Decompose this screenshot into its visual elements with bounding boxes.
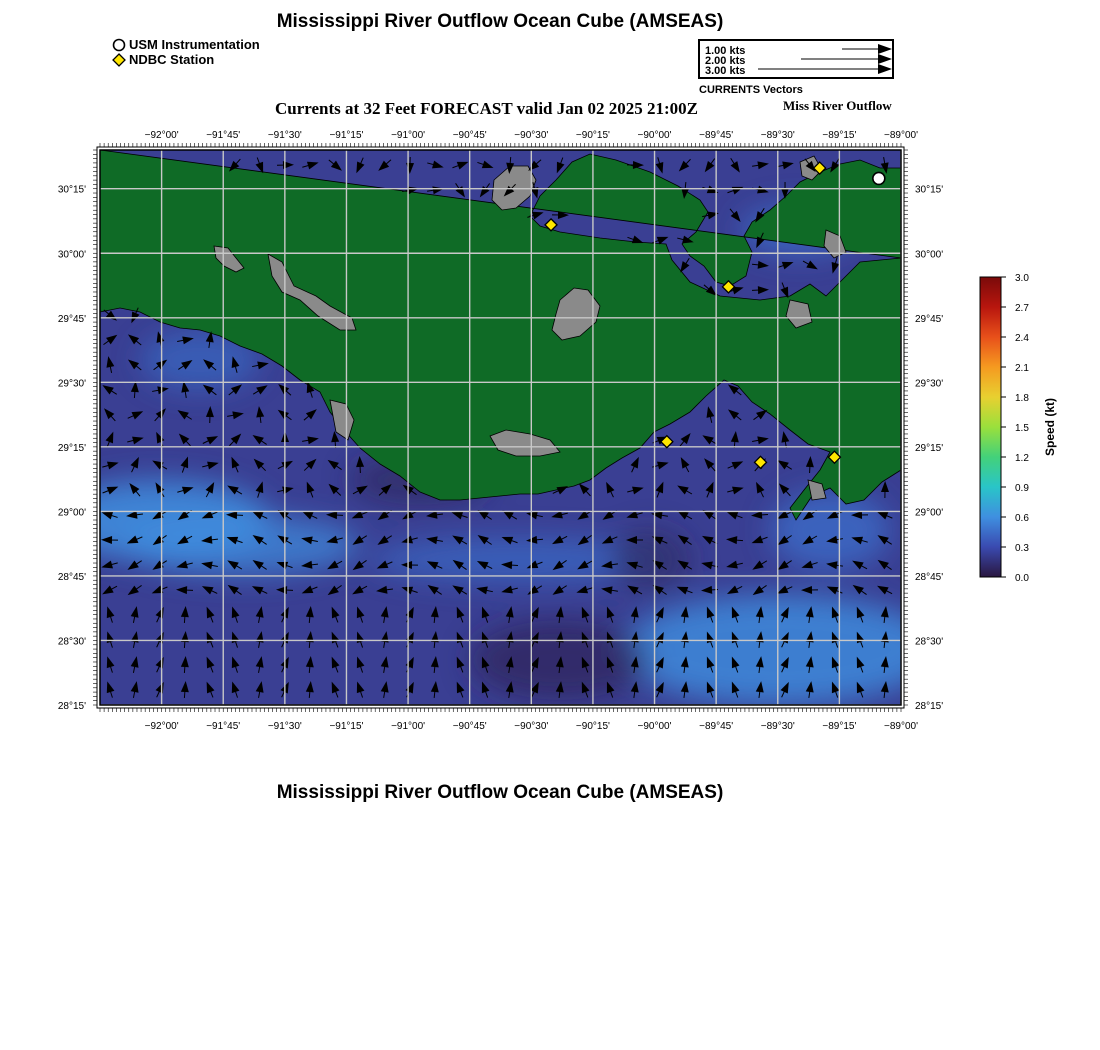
lat-tick-label: 28°15' bbox=[57, 701, 86, 712]
colorbar bbox=[980, 273, 1057, 584]
colorbar-tick-label: 0.6 bbox=[1015, 513, 1029, 524]
vector-caption: CURRENTS Vectors bbox=[699, 84, 803, 96]
lon-tick-label: −90°00' bbox=[637, 130, 672, 141]
lon-tick-label: −90°30' bbox=[514, 721, 549, 732]
lon-tick-label: −90°15' bbox=[575, 130, 610, 141]
lon-tick-label: −91°45' bbox=[206, 130, 241, 141]
colorbar-tick-label: 1.2 bbox=[1015, 453, 1029, 464]
colorbar-tick-label: 3.0 bbox=[1015, 273, 1029, 284]
vector-key-row: 1.00 kts bbox=[705, 45, 746, 57]
lat-tick-label: 29°15' bbox=[57, 442, 86, 454]
lat-tick-label: 29°30' bbox=[915, 378, 944, 390]
lat-tick-label: 28°45' bbox=[57, 571, 86, 583]
map-field bbox=[50, 148, 940, 705]
lon-tick-label: −91°45' bbox=[206, 721, 241, 732]
lat-tick-label: 29°45' bbox=[57, 313, 86, 325]
lon-tick-label: −89°00' bbox=[884, 721, 918, 732]
colorbar-tick-label: 1.5 bbox=[1015, 423, 1029, 434]
lon-tick-label: −89°45' bbox=[699, 130, 734, 141]
lon-tick-label: −89°30' bbox=[760, 130, 795, 141]
lat-tick-label: 28°30' bbox=[57, 636, 86, 648]
lat-tick-label: 30°15' bbox=[57, 184, 86, 196]
colorbar-title: Speed (kt) bbox=[1043, 397, 1057, 457]
usm-site-marker[interactable] bbox=[873, 172, 885, 184]
lon-tick-label: −90°45' bbox=[452, 721, 487, 732]
lat-tick-label: 28°45' bbox=[915, 571, 944, 583]
region-label: Miss River Outflow bbox=[783, 98, 892, 113]
lon-tick-label: −89°00' bbox=[884, 130, 918, 141]
legend-usm-label: USM Instrumentation bbox=[129, 37, 260, 52]
lon-tick-label: −90°00' bbox=[637, 721, 672, 732]
lat-tick-label: 28°30' bbox=[915, 636, 944, 648]
vector-key-row: 3.00 kts bbox=[705, 65, 746, 77]
map-subtitle: Currents at 32 Feet FORECAST valid Jan 02 2025 21:00Z bbox=[275, 99, 698, 118]
lat-tick-label: 29°15' bbox=[915, 442, 944, 454]
lon-tick-label: −91°00' bbox=[391, 721, 426, 732]
lon-tick-label: −90°45' bbox=[452, 130, 487, 141]
lon-tick-label: −91°15' bbox=[329, 721, 364, 732]
lat-tick-label: 29°45' bbox=[915, 313, 944, 325]
lon-tick-label: −91°30' bbox=[267, 130, 302, 141]
colorbar-tick-label: 0.3 bbox=[1015, 543, 1029, 554]
lat-tick-label: 29°00' bbox=[915, 507, 944, 519]
colorbar-tick-label: 2.1 bbox=[1015, 363, 1029, 374]
lat-tick-label: 30°00' bbox=[57, 249, 86, 261]
lat-tick-label: 29°30' bbox=[57, 378, 86, 390]
map-title: Mississippi River Outflow Ocean Cube (AMSEAS) bbox=[276, 11, 724, 32]
lon-tick-label: −89°15' bbox=[822, 130, 857, 141]
lon-tick-label: −92°00' bbox=[144, 130, 179, 141]
lat-tick-label: 29°00' bbox=[57, 507, 86, 519]
lon-tick-label: −92°00' bbox=[144, 721, 179, 732]
lat-tick-label: 30°00' bbox=[915, 249, 944, 261]
colorbar-ticks bbox=[1001, 273, 1029, 584]
vector-key-row: 2.00 kts bbox=[705, 55, 746, 67]
colorbar-tick-label: 0.0 bbox=[1015, 573, 1029, 584]
lon-tick-label: −89°30' bbox=[760, 721, 795, 732]
colorbar-tick-label: 0.9 bbox=[1015, 483, 1029, 494]
lon-tick-label: −90°15' bbox=[575, 721, 610, 732]
lon-tick-label: −91°30' bbox=[267, 721, 302, 732]
colorbar-tick-label: 2.7 bbox=[1015, 303, 1029, 314]
lon-tick-label: −90°30' bbox=[514, 130, 549, 141]
colorbar-scale bbox=[980, 277, 1001, 577]
lon-tick-label: −91°00' bbox=[391, 130, 426, 141]
lon-tick-label: −89°45' bbox=[699, 721, 734, 732]
lat-tick-label: 30°15' bbox=[915, 184, 944, 196]
lon-tick-label: −91°15' bbox=[329, 130, 364, 141]
lon-tick-label: −89°15' bbox=[822, 721, 857, 732]
colorbar-tick-label: 2.4 bbox=[1015, 333, 1029, 344]
lat-tick-label: 28°15' bbox=[915, 701, 944, 712]
legend-ndbc-label: NDBC Station bbox=[129, 52, 215, 67]
second-map-title: Mississippi River Outflow Ocean Cube (AMSEAS) bbox=[276, 782, 724, 803]
colorbar-tick-label: 1.8 bbox=[1015, 393, 1029, 404]
